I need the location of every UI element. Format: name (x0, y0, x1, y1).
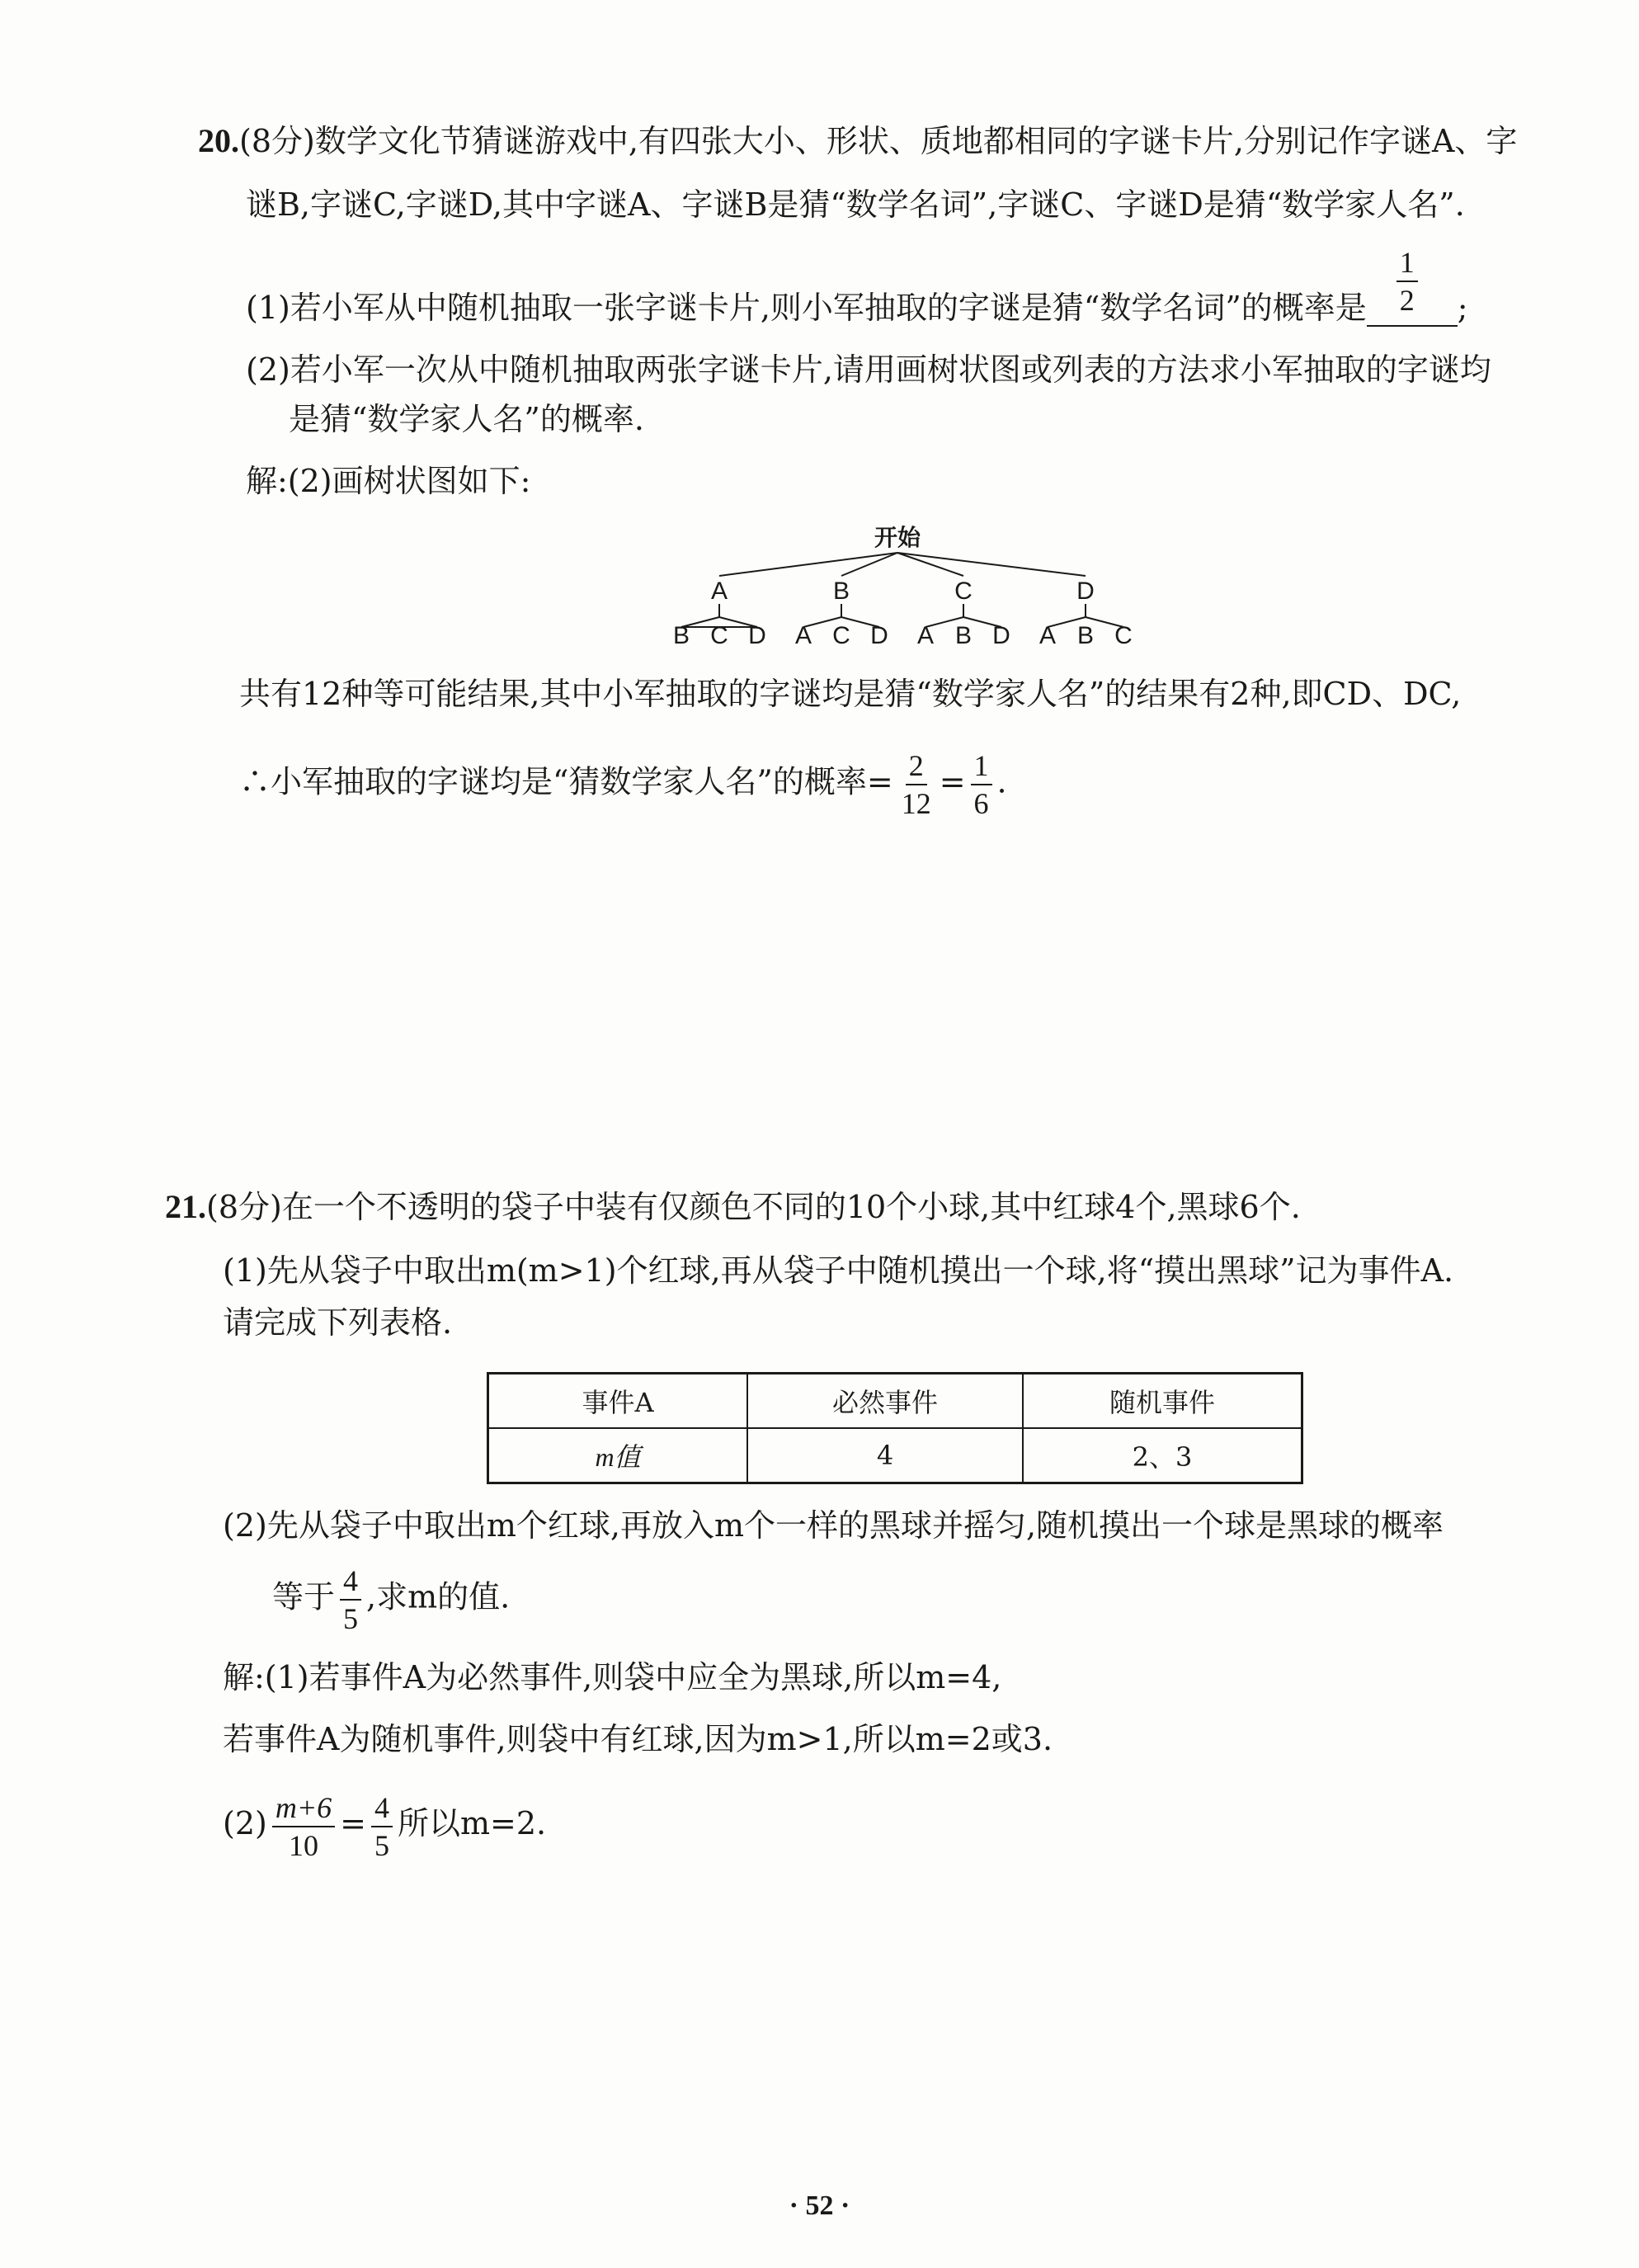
q21-stem (165, 1188, 1301, 1226)
q20-stem-text1: (8分)数学文化节猜谜游戏中,有四张大小、形状、质地都相同的字谜卡片,分别记作字谜A、字 (239, 123, 1518, 159)
tree-leaf: B (954, 622, 973, 649)
tree-lines (0, 0, 1639, 660)
equals-sign: = (340, 1805, 366, 1841)
page-number: · 52 · (789, 2190, 850, 2221)
tree-leaf: A (916, 622, 935, 649)
table-cell: 事件A (488, 1374, 748, 1429)
q21-solution-line2: 若事件A为随机事件,则袋中有红球,因为m>1,所以m=2或3. (223, 1721, 1053, 1757)
tree-leaf: C (710, 622, 728, 649)
tree-branch-c: C (954, 578, 973, 605)
tree-branch-d: D (1076, 578, 1095, 605)
q21-solution-part2 (223, 1790, 547, 1862)
q21-sol2-prefix: (2) (223, 1805, 267, 1841)
q21-part2-suffix: ,求m的值. (366, 1578, 511, 1615)
q21-frac-4-5 (340, 1566, 361, 1634)
q21-frac-m6-10 (272, 1790, 335, 1862)
fraction-numerator: 4 (371, 1793, 393, 1827)
tree-leaf: B (1076, 622, 1095, 649)
q20-part2-line1: (2)若小军一次从中随机抽取两张字谜卡片,请用画树状图或列表的方法求小军抽取的字谜均 (246, 351, 1491, 388)
tree-leaf: D (870, 622, 888, 649)
q21-solution-line1: 解:(1)若事件A为必然事件,则袋中应全为黑球,所以m=4, (223, 1659, 1002, 1695)
tree-branch-b: B (832, 578, 850, 605)
tree-leaf: A (794, 622, 812, 649)
q20-part1-text: (1)若小军从中随机抽取一张字谜卡片,则小军抽取的字谜是猜“数学名词”的概率是 (246, 290, 1367, 326)
fraction-numerator: m+6 (272, 1793, 335, 1827)
fraction-denominator: 6 (973, 787, 989, 820)
q20-conclusion-end: . (996, 763, 1007, 800)
table-cell: 4 (747, 1428, 1023, 1483)
event-table (487, 1372, 1303, 1484)
fraction-denominator: 12 (901, 787, 931, 820)
tree-leaf: C (832, 622, 850, 649)
fraction-numerator: 1 (971, 751, 992, 785)
tree-leaf: C (1114, 622, 1133, 649)
q21-stem-text: (8分)在一个不透明的袋子中装有仅颜色不同的10个小球,其中红球4个,黑球6个. (206, 1189, 1301, 1225)
q21-part2-prefix: 等于 (272, 1578, 336, 1615)
q20-conclusion (239, 749, 1007, 820)
q21-part2-line1: (2)先从袋子中取出m个红球,再放入m个一样的黑球并摇匀,随机摸出一个球是黑球的概率 (223, 1507, 1444, 1544)
q20-part2-line2: 是猜“数学家人名”的概率. (289, 401, 644, 437)
tree-leaf: A (1039, 622, 1057, 649)
fraction-denominator: 5 (343, 1602, 359, 1635)
q21-part1-line2: 请完成下列表格. (223, 1304, 453, 1341)
q20-solution-intro: 解:(2)画树状图如下: (246, 463, 531, 499)
q20-frac-2-12 (898, 751, 935, 818)
q20-result-line: 共有12种等可能结果,其中小军抽取的字谜均是猜“数学家人名”的结果有2种,即CD、DC, (239, 676, 1462, 712)
table-cell: 2、3 (1023, 1428, 1302, 1483)
q21-part1-line1: (1)先从袋子中取出m(m>1)个红球,再从袋子中随机摸出一个球,将“摸出黑球”记为事件A. (223, 1252, 1454, 1289)
table-cell: 随机事件 (1023, 1374, 1302, 1429)
table-cell: m值 (488, 1428, 748, 1483)
fraction-numerator: 1 (1396, 248, 1418, 282)
fraction-denominator: 5 (374, 1828, 389, 1862)
q20-conclusion-text: ∴小军抽取的字谜均是“猜数学家人名”的概率= (239, 763, 893, 800)
q21-part2-line2 (272, 1564, 511, 1635)
q21-sol2-suffix: 所以m=2. (397, 1805, 547, 1841)
q20-number: 20. (198, 122, 239, 159)
table-cell: 必然事件 (747, 1374, 1023, 1429)
tree-branch-a: A (710, 578, 728, 605)
q21-frac-4-5-b (371, 1790, 393, 1862)
table-header-row (488, 1374, 1302, 1429)
tree-leaf: D (992, 622, 1010, 649)
q20-frac-1-6 (971, 751, 992, 818)
fraction-denominator: 2 (1399, 284, 1415, 317)
probability-tree (0, 0, 1639, 660)
fraction-numerator: 2 (906, 751, 927, 785)
fraction-denominator: 10 (288, 1828, 318, 1862)
table-row (488, 1428, 1302, 1483)
equals-sign: = (939, 763, 966, 800)
tree-leaf: D (748, 622, 766, 649)
tree-leaf: B (672, 622, 690, 649)
q21-number: 21. (165, 1188, 206, 1225)
fraction-numerator: 4 (340, 1566, 361, 1601)
q20-part1-end: ; (1457, 290, 1468, 326)
q20-stem-line2: 谜B,字谜C,字谜D,其中字谜A、字谜B是猜“数学名词”,字谜C、字谜D是猜“数学家人名”. (246, 186, 1465, 223)
tree-root-start: 开始 (874, 524, 921, 551)
